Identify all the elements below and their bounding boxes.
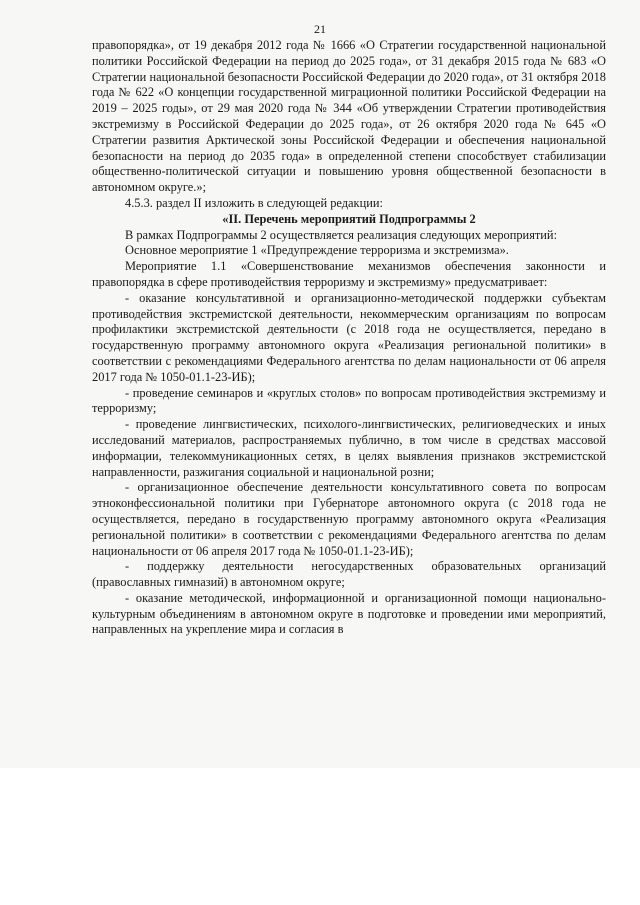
document-body xyxy=(92,38,606,638)
list-item-seminars: - проведение семинаров и «круглых столов» по вопросам противодействия экстремизму и терроризму; xyxy=(92,385,606,416)
list-item-advisory-council: - организационное обеспечение деятельности консультативного совета по вопросам этноконфессиональной политики при Губернаторе автономного округа (с 2018 года не осуществляется, передано в государственную программу автономного округа «Реализация региональной политики» в соответствии с рекомендациями Федерального агентства по делам национальности от 06 апреля 2017 года № 1050-01.1-23-ИБ); xyxy=(92,480,606,558)
paragraph-subprogram-intro: В рамках Подпрограммы 2 осуществляется реализация следующих мероприятий: xyxy=(125,227,558,242)
list-item-research: - проведение лингвистических, психолого-лингвистических, религиоведческих и иных исследований материалов, распространяемых публично, в том числе в средствах массовой информации, телекоммуникационных сетях, в целях выявления признаков экстремистской направленности, разжигания социальной и национальной розни; xyxy=(92,417,606,479)
section-heading: «II. Перечень мероприятий Подпрограммы 2 xyxy=(222,211,476,226)
list-item-methodical-help: - оказание методической, информационной и организационной помощи национально-культурным объединениям в автономном округе в подготовке и проведении ими мероприятий, направленных на укрепление мира и согласия в xyxy=(92,590,606,637)
paragraph-main-activity: Основное мероприятие 1 «Предупреждение терроризма и экстремизма». xyxy=(125,243,509,258)
paragraph-strategy-references: правопорядка», от 19 декабря 2012 года № 1666 «О Стратегии государственной национальной политики Российской Федерации на период до 2025 года», от 31 декабря 2015 года № 683 «О Стратегии национальной безопасности Российской Федерации до 2020 года», от 31 октября 2018 года № 622 «О концепции государственной миграционной политики Российской Федерации на 2019 – 2025 годы», от 29 мая 2020 года № 344 «Об утверждении Стратегии противодействия экстремизму в Российской Федерации до 2025 года», от 26 октября 2020 года № 645 «О Стратегии развития Арктической зоны Российской Федерации и обеспечения национальной безопасности на период до 2035 года» в определенной степени способствует стабилизации общественно-политической ситуации и повышению уровня общественной безопасности в автономном округе.»; xyxy=(92,38,606,195)
paragraph-activity-1-1: Мероприятие 1.1 «Совершенствование механизмов обеспечения законности и правопорядка в сфере противодействия терроризму и экстремизму» предусматривает: xyxy=(92,259,606,289)
page-number: 21 xyxy=(314,22,326,36)
list-item-nonstate-education: - поддержку деятельности негосударственных образовательных организаций (православных гимназий) в автономном округе; xyxy=(92,559,606,590)
paragraph-section-amendment: 4.5.3. раздел II изложить в следующей редакции: xyxy=(125,195,383,210)
list-item-consulting-support: - оказание консультативной и организационно-методической поддержки субъектам противодействия экстремистской деятельности, некоммерческим организациям по вопросам профилактики экстремистской деятельности (с 2018 года не осуществляется, передано в государственную программу автономного округа «Реализация региональной политики» в соответствии с рекомендациями Федерального агентства по делам национальности от 06 апреля 2017 года № 1050-01.1-23-ИБ); xyxy=(92,290,606,384)
